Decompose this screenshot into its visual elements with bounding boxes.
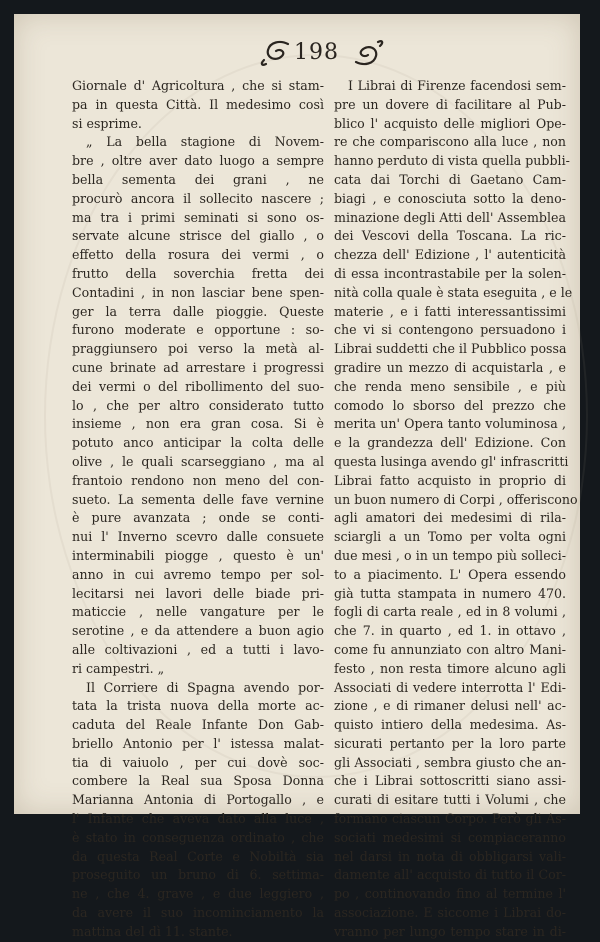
text-line: combere la Real sua Sposa Donna bbox=[72, 773, 324, 789]
text-line: merita un' Opera tanto voluminosa , bbox=[334, 416, 566, 432]
text-line: Librai fatto acquisto in proprio di bbox=[334, 472, 566, 488]
page-number: 198 bbox=[294, 40, 339, 65]
text-line: e la grandezza dell' Edizione. Con bbox=[334, 435, 566, 451]
text-line: anno in cui avremo tempo per sol- bbox=[72, 566, 324, 582]
text-line: insieme , non era gran cosa. Si è bbox=[72, 416, 324, 432]
text-line: servate alcune strisce del giallo , o bbox=[72, 228, 324, 244]
text-line: lo , che per altro considerato tutto bbox=[72, 397, 324, 413]
text-line: tia di vaiuolo , per cui dovè soc- bbox=[72, 754, 324, 770]
text-line: formano ciascun Corpo. Però gli As- bbox=[334, 811, 566, 827]
text-line: Il Corriere di Spagna avendo por- bbox=[86, 679, 324, 695]
text-line: praggiunsero poi verso la metà al- bbox=[72, 341, 324, 357]
right-flourish-ornament bbox=[352, 38, 386, 68]
text-line: procurò ancora il sollecito nascere ; bbox=[72, 190, 324, 206]
text-line: cata dai Torchi di Gaetano Cam- bbox=[334, 171, 566, 187]
text-line: maticcie , nelle vangature per le bbox=[72, 604, 324, 620]
text-line: ma tra i primi seminati si sono os- bbox=[72, 209, 324, 225]
text-line: hanno perduto di vista quella pubbli- bbox=[334, 153, 570, 169]
left-column bbox=[72, 77, 324, 942]
text-line: da avere il suo incominciamento la bbox=[72, 905, 324, 921]
text-line: da questa Real Corte e Nobiltà sia bbox=[72, 848, 324, 864]
text-line: bre , oltre aver dato luogo a sempre bbox=[72, 153, 324, 169]
text-line: proseguito un bruno di 6. settima- bbox=[72, 867, 324, 883]
text-line: che vi si contengono persuadono i bbox=[334, 322, 566, 338]
text-line: come fu annunziato con altro Mani- bbox=[334, 641, 566, 657]
text-line: vranno per lungo tempo stare in di- bbox=[334, 923, 566, 939]
text-line: re che compariscono alla luce , non bbox=[334, 134, 566, 150]
text-line: sueto. La sementa delle fave vernine bbox=[72, 491, 324, 507]
text-line: che i Librai sottoscritti siano assi- bbox=[334, 773, 566, 789]
text-line: si esprime. bbox=[72, 115, 142, 131]
text-line: associazione. E siccome i Librai do- bbox=[334, 905, 566, 921]
text-line: bella sementa dei grani , ne bbox=[72, 171, 324, 187]
text-line: blico l' acquisto delle migliori Ope- bbox=[334, 115, 566, 131]
text-line: „ La bella stagione di Novem- bbox=[86, 134, 324, 150]
text-line: agli amatori dei medesimi di rila- bbox=[334, 510, 566, 526]
text-line: gradire un mezzo di acquistarla , e bbox=[334, 359, 566, 375]
text-line: caduta del Reale Infante Don Gab- bbox=[72, 717, 324, 733]
text-line: frutto della soverchia fretta dei bbox=[72, 265, 324, 281]
text-line: dei Vescovi della Toscana. La ric- bbox=[334, 228, 566, 244]
page-header bbox=[14, 36, 580, 72]
text-line: sciargli a un Tomo per volta ogni bbox=[334, 529, 566, 545]
text-line: chezza dell' Edizione , l' autenticità bbox=[334, 247, 566, 263]
text-line: Giornale d' Agricoltura , che si stam- bbox=[72, 78, 324, 93]
text-line: Librai suddetti che il Pubblico possa bbox=[334, 341, 567, 357]
text-line: comodo lo sborso del prezzo che bbox=[334, 397, 566, 413]
text-line: minazione degli Atti dell' Assemblea bbox=[334, 209, 566, 225]
text-line: nità colla quale è stata eseguita , e le bbox=[334, 284, 573, 300]
text-line: frantoio rendono non meno del con- bbox=[72, 472, 324, 488]
text-line: festo , non resta timore alcuno agli bbox=[334, 660, 566, 676]
right-column bbox=[334, 77, 578, 942]
text-line: fogli di carta reale , ed in 8 volumi , bbox=[334, 604, 566, 620]
text-line: furono moderate e opportune : so- bbox=[72, 322, 324, 338]
text-line: materie , e i fatti interessantissimi bbox=[334, 303, 566, 319]
text-line: nui l' Inverno scevro dalle consuete bbox=[72, 529, 324, 545]
text-line: lecitarsi nei lavori delle biade pri- bbox=[72, 585, 324, 601]
text-line: Marianna Antonia di Portogallo , e bbox=[72, 792, 324, 808]
text-line: pa in questa Città. Il medesimo così bbox=[72, 96, 324, 112]
text-line: è stato in conseguenza ordinato , che bbox=[72, 829, 324, 845]
text-line: damente all' acquisto di tutto il Cor- bbox=[334, 867, 566, 883]
text-line: ger la terra dalle pioggie. Queste bbox=[72, 303, 324, 319]
text-line: che renda meno sensibile , e più bbox=[334, 378, 566, 394]
text-line: questa lusinga avendo gl' infrascritti bbox=[334, 453, 569, 469]
text-line: curati di esitare tutti i Volumi , che bbox=[334, 792, 566, 808]
text-line: alle coltivazioni , ed a tutti i lavo- bbox=[72, 641, 324, 657]
text-line: un buon numero di Corpi , offeriscono bbox=[334, 491, 578, 507]
text-line: to a piacimento. L' Opera essendo bbox=[334, 566, 566, 582]
text-line: l' Infante che aveva dato alla luce , bbox=[72, 811, 324, 827]
text-line: interminabili piogge , questo è un' bbox=[72, 547, 324, 563]
text-line: pre un dovere di facilitare al Pub- bbox=[334, 96, 566, 112]
text-line: serotine , e da attendere a buon agio bbox=[72, 623, 324, 639]
text-line: nel darsi in nota di obbligarsi vali- bbox=[334, 848, 566, 864]
text-line: tata la trista nuova della morte ac- bbox=[72, 698, 324, 714]
text-line: di essa incontrastabile per la solen- bbox=[334, 265, 566, 281]
text-line: zione , e di rimaner delusi nell' ac- bbox=[334, 698, 566, 714]
text-line: biagi , e conosciuta sotto la deno- bbox=[334, 190, 566, 206]
text-line: I Librai di Firenze facendosi sem- bbox=[348, 78, 566, 93]
text-line: po , continovando fino al termine l' bbox=[334, 886, 566, 902]
text-line: dei vermi o del ribollimento del suo- bbox=[72, 378, 324, 394]
text-line: cune brinate ad arrestare i progressi bbox=[72, 359, 324, 375]
text-line: mattina del dì 11. stante. bbox=[72, 923, 233, 939]
text-line: quisto intiero della medesima. As- bbox=[334, 717, 566, 733]
newspaper-page bbox=[14, 14, 580, 939]
text-line: sociati medesimi si compiaceranno bbox=[334, 829, 566, 845]
text-line: due mesi , o in un tempo più solleci- bbox=[334, 547, 566, 563]
text-line: già tutta stampata in numero 470. bbox=[334, 585, 566, 601]
text-line: potuto anco anticipar la colta delle bbox=[72, 435, 324, 451]
text-line: è pure avanzata ; onde se conti- bbox=[72, 510, 324, 526]
text-line: olive , le quali scarseggiano , ma al bbox=[72, 453, 324, 469]
text-line: briello Antonio per l' istessa malat- bbox=[72, 735, 324, 751]
text-line: ne , che 4. grave , e due leggiero , bbox=[72, 886, 324, 902]
text-line: sicurati pertanto per la loro parte bbox=[334, 735, 566, 751]
text-line: ri campestri. „ bbox=[72, 660, 165, 676]
text-line: gli Associati , sembra giusto che an- bbox=[334, 754, 566, 770]
text-line: effetto della rosura dei vermi , o bbox=[72, 247, 324, 263]
text-line: che 7. in quarto , ed 1. in ottavo , bbox=[334, 623, 566, 639]
left-flourish-ornament bbox=[258, 38, 292, 68]
text-line: Contadini , in non lasciar bene spen- bbox=[72, 284, 324, 300]
text-line: Associati di vedere interrotta l' Edi- bbox=[334, 679, 566, 695]
